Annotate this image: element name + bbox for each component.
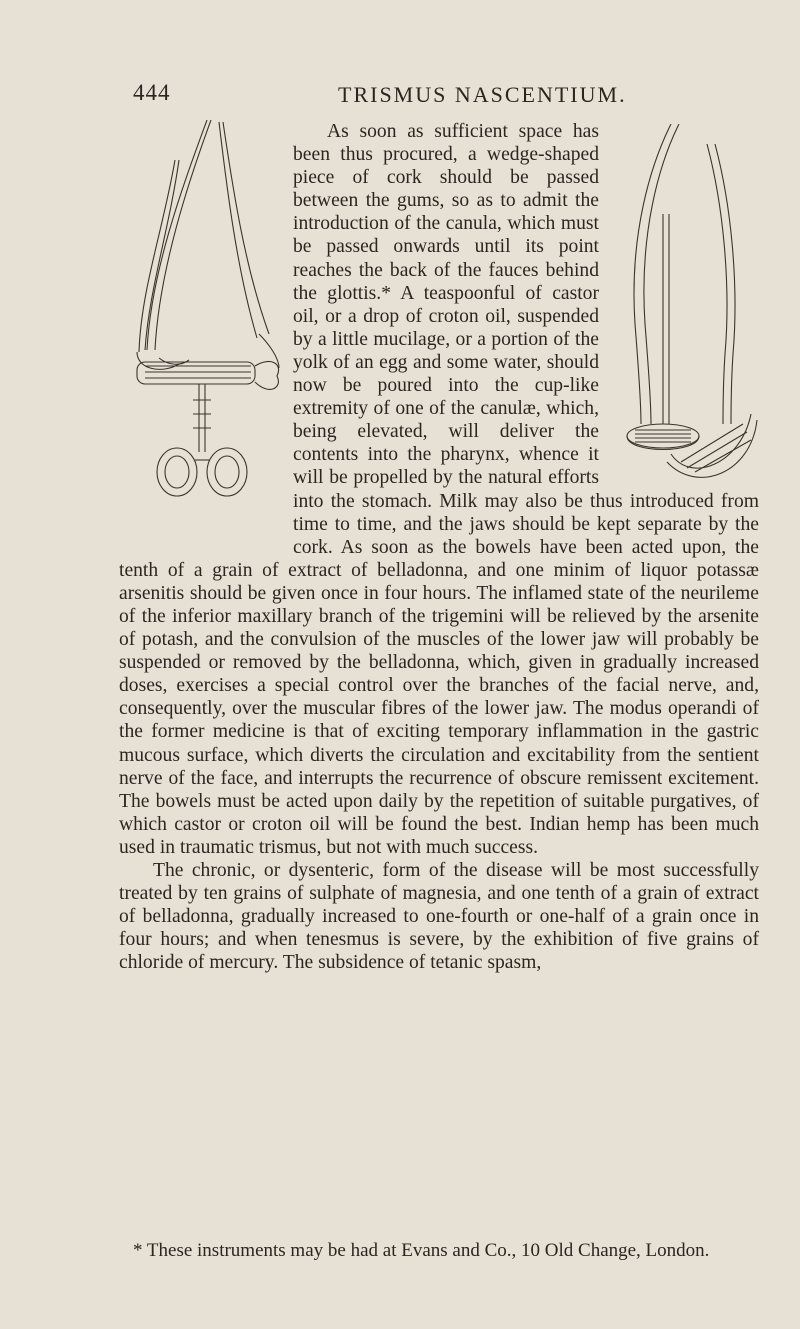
- running-head: TRISMUS NASCENTIUM.: [338, 82, 627, 107]
- paragraph-2: The chronic, or dysenteric, form of the disease will be most successfully treated by ten grains of sulphate of magnesia, and one tenth of a grain of extract of belladonna, gradually increased to one-fourth or one-half of a grain once in four hours; and when tenesmus is severe, by the exhibition of five grains of chloride of mercury. The subsidence of tetanic spasm,: [119, 860, 759, 974]
- body-text: [119, 120, 759, 974]
- page-number: 444: [133, 80, 171, 105]
- paragraph-1: As soon as sufficient space has been thus procured, a wedge-shaped piece of cork should be passed between the gums, so as to admit the introduction of the canula, which must be passed onwards until its point reaches the back of the fauces behind the glottis.* A teaspoonful of castor oil, or a drop of croton oil, suspended by a little mucilage, or a portion of the yolk of an egg and some water, should now be poured into the cup-like extremity of one of the canulæ, which, being elevated, will deliver the contents into the pharynx, whence it will be propelled by the natural efforts into the stomach. Milk may also be thus introduced from time to time, and the jaws should be kept separate by the cork. As soon as the bowels have been acted upon, the tenth of a grain of extract of belladonna, and one minim of liquor potassæ arsenitis should be given once in four hours. The inflamed state of the neurileme of the inferior maxillary branch of the trigemini will be relieved by the arsenite of potash, and the convulsion of the muscles of the lower jaw will probably be suspended or removed by the belladonna, which, given in gradually increased doses, exercises a special control over the branches of the facial nerve, and, consequently, over the muscular fibres of the lower jaw. The modus operandi of the former medicine is that of exciting temporary inflammation in the gastric mucous surface, which diverts the circulation and excitability from the sentient nerve of the face, and interrupts the recurrence of obscure remissent excitement. The bowels must be acted upon daily by the repetition of suitable purgatives, of which castor or croton oil will be found the best. Indian hemp has been much used in traumatic trismus, but not with much success.: [119, 121, 759, 858]
- gag-instrument-illustration-icon: [119, 120, 287, 544]
- footnote: * These instruments may be had at Evans and Co., 10 Old Change, London.: [133, 1240, 710, 1261]
- canula-instrument-illustration-icon: [611, 124, 759, 480]
- page-header: [133, 80, 733, 116]
